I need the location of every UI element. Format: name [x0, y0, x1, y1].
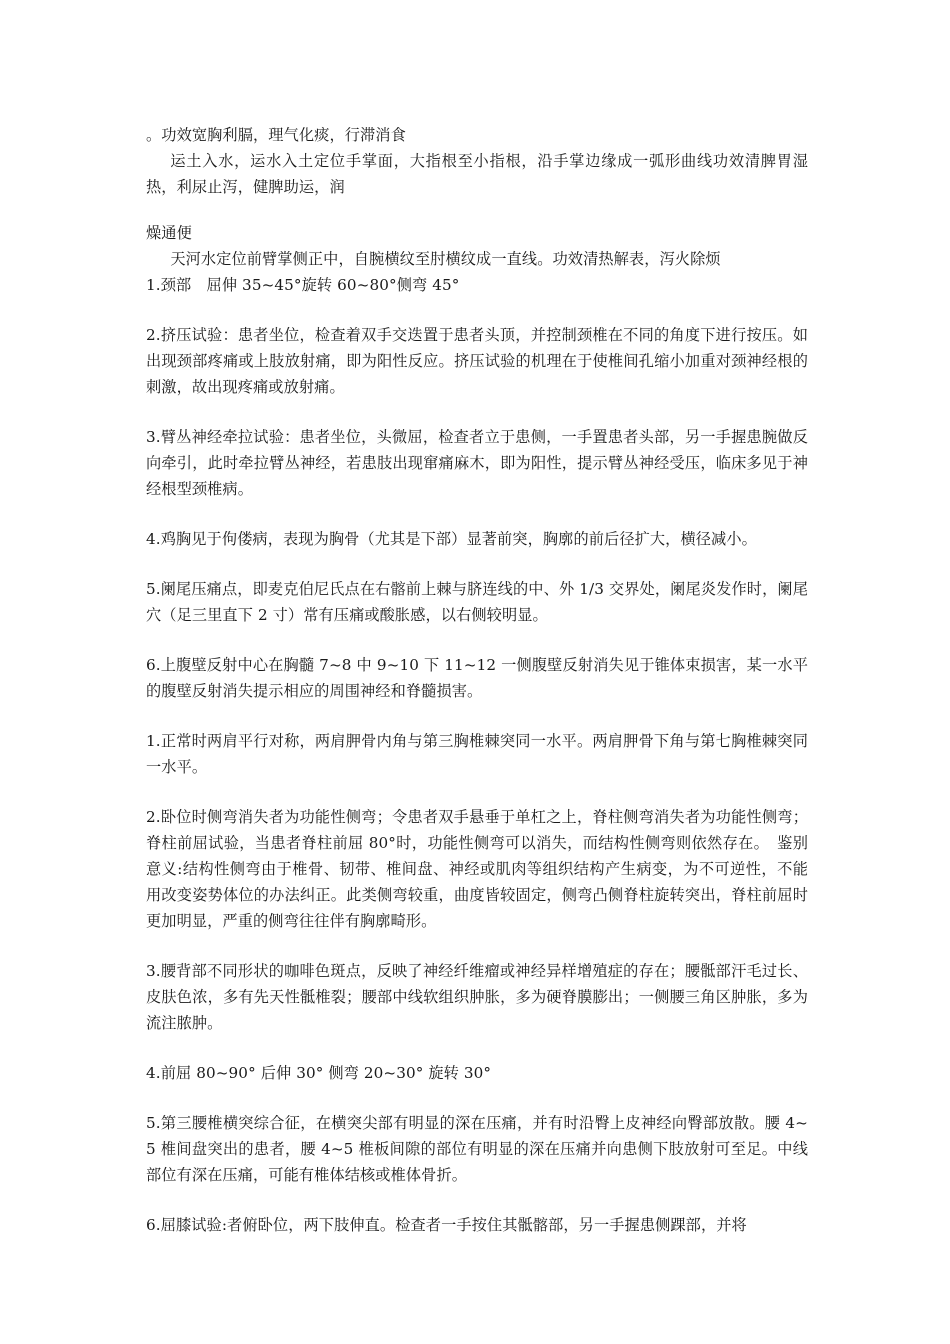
paragraph-14: 4.前屈 80~90° 后伸 30° 侧弯 20~30° 旋转 30°: [146, 1064, 492, 1082]
spacer: [146, 1086, 808, 1110]
paragraph-3: 燥通便: [146, 224, 192, 242]
spacer: [146, 400, 808, 424]
paragraph-16: 6.屈膝试验:者俯卧位，两下肢伸直。检查者一手按住其骶髂部，另一手握患侧踝部，并将: [146, 1216, 747, 1234]
spacer: [146, 780, 808, 804]
spacer: [146, 200, 808, 220]
paragraph-5: 1.颈部 屈伸 35~45°旋转 60~80°侧弯 45°: [146, 276, 460, 294]
spacer: [146, 1188, 808, 1212]
spacer: [146, 704, 808, 728]
paragraph-1: 。功效宽胸利膈，理气化痰，行滞消食: [146, 126, 406, 144]
paragraph-9: 5.阑尾压痛点，即麦克伯尼氏点在右髂前上棘与脐连线的中、外 1/3 交界处，阑尾炎发作时，阑尾穴（足三里直下 2 寸）常有压痛或酸胀感，以右侧较明显。: [146, 580, 808, 624]
paragraph-12: 2.卧位时侧弯消失者为功能性侧弯；令患者双手悬垂于单杠之上，脊柱侧弯消失者为功能性侧弯；脊柱前屈试验，当患者脊柱前屈 80°时，功能性侧弯可以消失，而结构性侧弯则依然存在。 鉴别意义:结构性侧弯由于椎骨、韧带、椎间盘、神经或肌肉等组织结构产生病变，为不可逆性，不能用改变姿势体位的办法纠正。此类侧弯较重，曲度皆较固定，侧弯凸侧脊柱旋转突出，脊柱前屈时更加明显，严重的侧弯往往伴有胸廓畸形。: [146, 808, 808, 930]
paragraph-2: 运土入水，运水入土定位手掌面，大指根至小指根，沿手掌边缘成一弧形曲线功效清脾胃湿热，利尿止泻，健脾助运，润: [146, 152, 808, 196]
paragraph-4: 天河水定位前臂掌侧正中，自腕横纹至肘横纹成一直线。功效清热解表，泻火除烦: [170, 250, 721, 268]
spacer: [146, 628, 808, 652]
paragraph-8: 4.鸡胸见于佝偻病，表现为胸骨（尤其是下部）显著前突，胸廓的前后径扩大，横径减小。: [146, 530, 757, 548]
paragraph-11: 1.正常时两肩平行对称，两肩胛骨内角与第三胸椎棘突同一水平。两肩胛骨下角与第七胸椎棘突同一水平。: [146, 732, 808, 776]
document-page: [146, 122, 808, 1238]
paragraph-10: 6.上腹壁反射中心在胸髓 7~8 中 9~10 下 11~12 一侧腹壁反射消失见于锥体束损害，某一水平的腹壁反射消失提示相应的周围神经和脊髓损害。: [146, 656, 808, 700]
spacer: [146, 1036, 808, 1060]
paragraph-13: 3.腰背部不同形状的咖啡色斑点，反映了神经纤维瘤或神经异样增殖症的存在；腰骶部汗毛过长、皮肤色浓，多有先天性骶椎裂；腰部中线软组织肿胀，多为硬脊膜膨出；一侧腰三角区肿胀，多为流注脓肿。: [146, 962, 808, 1032]
paragraph-6: 2.挤压试验：患者坐位，检查着双手交迭置于患者头顶，并控制颈椎在不同的角度下进行按压。如出现颈部疼痛或上肢放射痛，即为阳性反应。挤压试验的机理在于使椎间孔缩小加重对颈神经根的刺激，故出现疼痛或放射痛。: [146, 326, 808, 396]
spacer: [146, 934, 808, 958]
paragraph-15: 5.第三腰椎横突综合征，在横突尖部有明显的深在压痛，并有时沿臀上皮神经向臀部放散。腰 4~5 椎间盘突出的患者，腰 4~5 椎板间隙的部位有明显的深在压痛并向患侧下肢放射可至足。中线部位有深在压痛，可能有椎体结核或椎体骨折。: [146, 1114, 808, 1184]
paragraph-7: 3.臂丛神经牵拉试验：患者坐位，头微屈，检查者立于患侧，一手置患者头部，另一手握患腕做反向牵引，此时牵拉臂丛神经，若患肢出现窜痛麻木，即为阳性，提示臂丛神经受压，临床多见于神经根型颈椎病。: [146, 428, 808, 498]
spacer: [146, 298, 808, 322]
spacer: [146, 502, 808, 526]
spacer: [146, 552, 808, 576]
